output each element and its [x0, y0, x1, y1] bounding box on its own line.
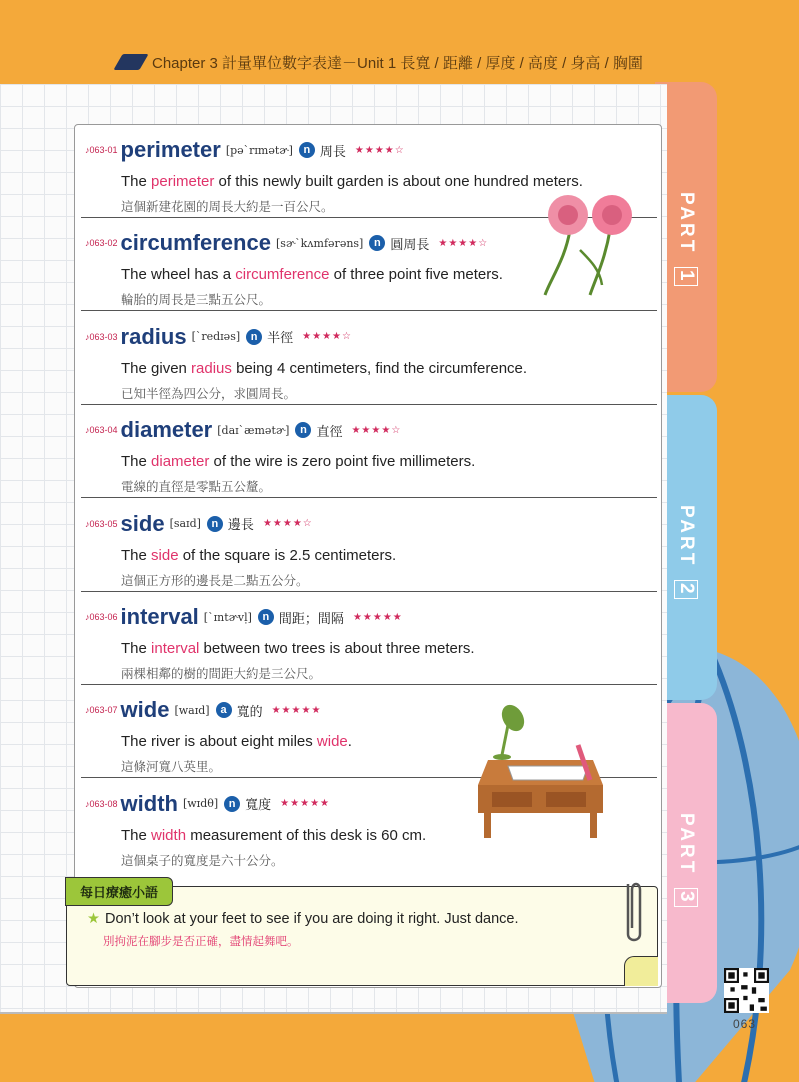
entry-phonetic: [sɚˋkʌmfərəns] — [275, 236, 364, 250]
desk-illustration — [478, 700, 608, 840]
example-text: The — [121, 546, 152, 564]
example-text: measurement of this desk is 60 cm. — [186, 826, 427, 844]
entry-phonetic: [daɪˋæmətɚ] — [217, 423, 290, 437]
vocab-entry — [81, 405, 657, 498]
entry-meaning: 直徑 — [316, 423, 343, 439]
rating-stars: ★★★★★ — [352, 611, 403, 623]
audio-track-label[interactable]: ♪063-01 — [85, 145, 118, 155]
example-text: The — [121, 173, 152, 190]
entry-meaning: 半徑 — [267, 330, 294, 346]
example-sentence-chinese: 這個桌子的寬度是六十公分。 — [121, 853, 284, 868]
page-fold-corner — [624, 956, 658, 986]
entry-headline — [85, 604, 403, 630]
entry-meaning: 周長 — [319, 143, 346, 159]
star-icon: ★ — [87, 911, 100, 927]
entry-word: radius — [120, 323, 187, 349]
entry-word: circumference — [120, 230, 271, 256]
example-text: The river is about eight miles — [121, 733, 317, 751]
example-highlight: perimeter — [151, 173, 215, 190]
tab-part-2-label: PART 2 — [674, 505, 698, 700]
entry-headline — [85, 697, 321, 723]
part-of-speech-badge: a — [216, 702, 232, 718]
entry-meaning: 寬的 — [236, 703, 263, 719]
chapter-header-text: Chapter 3 計量單位數字表達－Unit 1 長寬 / 距離 / 厚度 / 高度 / 身高 / 胸圍 — [152, 54, 643, 72]
vocab-entry — [81, 592, 657, 685]
audio-track-label[interactable]: ♪063-07 — [85, 705, 118, 716]
entry-meaning: 間距；間隔 — [278, 610, 344, 626]
rating-stars: ★★★★☆ — [351, 424, 402, 436]
rating-stars: ★★★★☆ — [262, 518, 313, 530]
rating-stars: ★★★★☆ — [438, 237, 489, 249]
part-of-speech-badge: n — [246, 329, 262, 345]
daily-quote-title: 每日療癒小語 — [65, 877, 173, 906]
example-text: The — [121, 826, 152, 844]
example-highlight: circumference — [235, 266, 330, 284]
paperclip-icon — [620, 876, 646, 946]
example-sentence-english — [121, 360, 527, 377]
example-sentence-chinese: 輪胎的周長是三點五公尺。 — [121, 293, 272, 308]
audio-track-label[interactable]: ♪063-02 — [85, 238, 118, 249]
part-of-speech-badge: n — [224, 796, 240, 812]
daily-quote-english — [87, 911, 518, 927]
example-highlight: interval — [151, 640, 200, 657]
entry-word: interval — [120, 604, 199, 629]
example-sentence-chinese: 電線的直徑是零點五公釐。 — [121, 480, 272, 495]
rating-stars: ★★★★★ — [271, 704, 322, 716]
example-sentence-chinese: 這個新建花園的周長大約是一百公尺。 — [121, 200, 334, 214]
carnation-illustration — [540, 190, 640, 300]
example-highlight: diameter — [151, 453, 210, 471]
audio-track-label[interactable]: ♪063-03 — [85, 331, 118, 342]
example-sentence-english — [121, 266, 503, 283]
audio-track-label[interactable]: ♪063-05 — [85, 518, 118, 529]
daily-quote-chinese: 別拘泥在腳步是否正確，盡情起舞吧。 — [103, 936, 299, 948]
daily-quote-english-text: Don’t look at your feet to see if you are doing it right. Just dance. — [105, 911, 519, 927]
rating-stars: ★★★★☆ — [302, 331, 352, 343]
entry-meaning: 邊長 — [227, 517, 254, 533]
tab-part-1-label: PART 1 — [674, 192, 698, 392]
entry-headline — [85, 137, 405, 163]
entry-phonetic: [saɪd] — [169, 517, 201, 531]
entry-word: side — [120, 510, 165, 536]
example-sentence-chinese: 這個正方形的邊長是二點五公分。 — [121, 573, 309, 588]
example-text: between two trees is about three meters. — [199, 640, 475, 657]
example-sentence-chinese: 已知半徑為四公分，求圓周長。 — [121, 386, 297, 401]
diamond-icon — [113, 54, 148, 70]
vocab-entry — [81, 499, 657, 592]
audio-track-label[interactable]: ♪063-04 — [85, 425, 118, 436]
page-number: 063 — [733, 1017, 757, 1031]
example-sentence-chinese: 兩棵相鄰的樹的間距大約是三公尺。 — [121, 667, 322, 681]
example-text: The — [121, 453, 152, 471]
rating-stars: ★★★★★ — [280, 798, 330, 810]
rating-stars: ★★★★☆ — [354, 144, 405, 156]
entry-headline — [85, 417, 401, 443]
example-sentence-chinese: 這條河寬八英里。 — [121, 760, 222, 775]
tab-part-3-label: PART 3 — [674, 813, 698, 1003]
example-text: being 4 centimeters, find the circumference. — [231, 359, 528, 377]
entry-phonetic: [pəˋrɪmətɚ] — [225, 143, 293, 157]
entry-headline — [85, 511, 313, 537]
entry-headline — [85, 324, 352, 350]
entry-phonetic: [wɪdθ] — [182, 797, 219, 811]
example-highlight: radius — [191, 359, 232, 377]
example-text: . — [347, 733, 352, 751]
entry-word: wide — [120, 697, 170, 723]
part-of-speech-badge: n — [299, 142, 315, 158]
example-text: of the wire is zero point five millimeters. — [209, 453, 476, 471]
entry-word: diameter — [120, 417, 213, 443]
vocab-entry — [81, 312, 657, 405]
part-of-speech-badge: n — [369, 235, 385, 251]
example-highlight: wide — [316, 733, 348, 751]
example-highlight: width — [151, 826, 187, 844]
entry-word: perimeter — [120, 137, 221, 162]
part-of-speech-badge: n — [207, 516, 223, 532]
example-sentence-english — [121, 640, 475, 657]
example-sentence-english — [121, 827, 426, 844]
entry-phonetic: [ˋredɪəs] — [191, 330, 241, 344]
example-text: of the square is 2.5 centimeters. — [178, 546, 397, 564]
part-of-speech-badge: n — [258, 609, 274, 625]
example-sentence-english — [121, 547, 396, 564]
entry-meaning: 寬度 — [245, 797, 272, 813]
audio-track-label[interactable]: ♪063-06 — [85, 612, 118, 622]
example-sentence-english — [121, 733, 352, 750]
example-text: The wheel has a — [121, 266, 236, 284]
example-text: The — [121, 640, 152, 657]
entry-phonetic: [waɪd] — [174, 703, 210, 717]
entry-phonetic: [ˋɪntɚvḷ] — [203, 610, 252, 624]
entry-headline — [85, 230, 488, 256]
chapter-header — [118, 50, 643, 74]
example-text: of this newly built garden is about one hundred meters. — [214, 173, 583, 190]
qr-code-icon[interactable] — [724, 968, 769, 1013]
example-text: of three point five meters. — [329, 266, 503, 284]
audio-track-label[interactable]: ♪063-08 — [85, 798, 118, 809]
entry-word: width — [120, 790, 178, 816]
part-of-speech-badge: n — [295, 422, 311, 438]
example-highlight: side — [151, 546, 179, 564]
daily-quote-box — [66, 886, 658, 986]
entry-headline — [85, 791, 330, 817]
example-text: The given — [121, 359, 192, 377]
example-sentence-english — [121, 173, 583, 190]
entry-meaning: 圓周長 — [390, 236, 430, 252]
example-sentence-english — [121, 453, 475, 470]
